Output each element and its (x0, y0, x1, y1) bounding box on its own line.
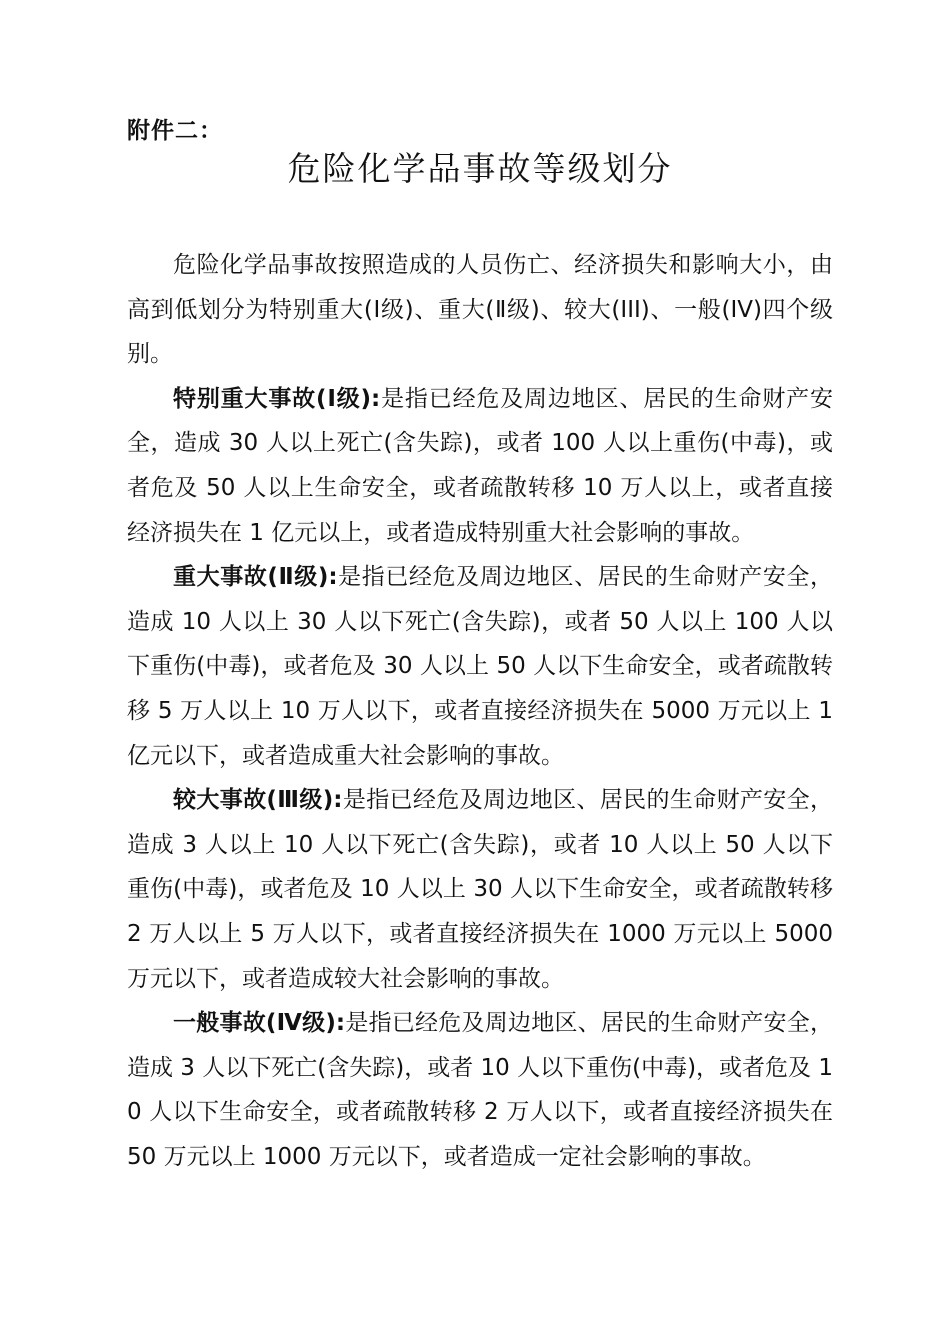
level-description: 是指已经危及周边地区、居民的生命财产安全，造成 10 人以上 30 人以下死亡(含失踪)，或者 50 人以上 100 人以下重伤(中毒)，或者危及 30 人以上 50 人以下生命安全，或者疏散转移 5 万人以上 10 万人以下，或者直接经济损失在 5000 万元以上 1 亿元以下，或者造成重大社会影响的事故。 (127, 564, 833, 769)
attachment-label: 附件二： (127, 118, 223, 144)
document-title: 危险化学品事故等级划分 (287, 149, 673, 188)
level-name: 重大事故(Ⅱ级): (173, 564, 338, 591)
level-name: 较大事故(Ⅲ级): (173, 787, 343, 814)
level-paragraph-4 (127, 1001, 833, 1179)
document-body (127, 243, 833, 1179)
level-paragraph-2 (127, 555, 833, 778)
level-description: 是指已经危及周边地区、居民的生命财产安全，造成 3 人以上 10 人以下死亡(含失踪)，或者 10 人以上 50 人以下重伤(中毒)，或者危及 10 人以上 30 人以下生命安全，或者疏散转移 2 万人以上 5 万人以下，或者直接经济损失在 1000 万元以上 5000 万元以下，或者造成较大社会影响的事故。 (127, 787, 834, 992)
level-description: 是指已经危及周边地区、居民的生命财产安全，造成 3 人以下死亡(含失踪)，或者 10 人以下重伤(中毒)，或者危及 10 人以下生命安全，或者疏散转移 2 万人以下，或者直接经济损失在 50 万元以上 1000 万元以下，或者造成一定社会影响的事故。 (127, 1010, 834, 1170)
level-description: 是指已经危及周边地区、居民的生命财产安全，造成 30 人以上死亡(含失踪)，或者 100 人以上重伤(中毒)，或者危及 50 人以上生命安全，或者疏散转移 10 万人以上，或者直接经济损失在 1 亿元以上，或者造成特别重大社会影响的事故。 (127, 385, 834, 546)
level-name: 一般事故(Ⅳ级): (173, 1010, 346, 1037)
level-paragraph-1 (127, 377, 833, 555)
intro-paragraph: 危险化学品事故按照造成的人员伤亡、经济损失和影响大小，由高到低划分为特别重大(Ⅰ级)、重大(Ⅱ级)、较大(III)、一般(IV)四个级别。 (127, 252, 833, 368)
level-paragraph-3 (127, 778, 833, 1001)
level-name: 特别重大事故(Ⅰ级): (173, 385, 381, 412)
